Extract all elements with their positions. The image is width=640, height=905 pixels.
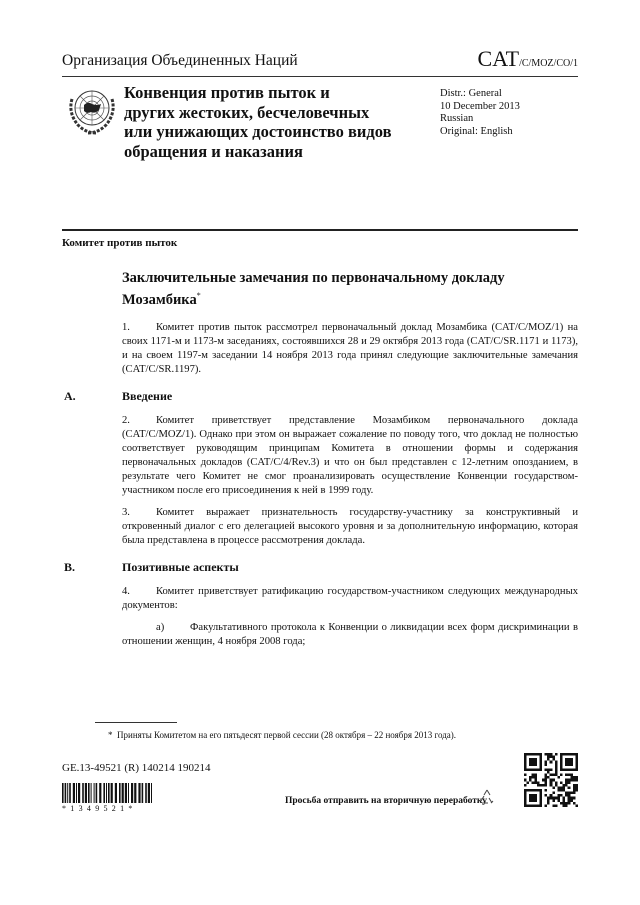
- distribution: Distr.: General: [440, 88, 502, 99]
- qr-module: [560, 774, 563, 777]
- qr-module: [563, 799, 566, 802]
- qr-module: [529, 776, 532, 779]
- qr-module: [573, 792, 576, 795]
- barcode-bar: [94, 783, 95, 803]
- qr-module: [565, 804, 568, 807]
- qr-module: [568, 802, 571, 805]
- barcode-bar: [65, 783, 67, 803]
- qr-module: [557, 794, 560, 797]
- title-divider: [62, 229, 578, 231]
- qr-module: [555, 763, 558, 766]
- qr-module: [563, 804, 566, 807]
- qr-module: [555, 771, 558, 774]
- qr-module: [568, 774, 571, 777]
- distribution-block: [440, 88, 520, 138]
- qr-module: [542, 784, 545, 787]
- qr-module: [547, 797, 550, 800]
- qr-module: [565, 781, 568, 784]
- paragraph-number: 1.: [122, 321, 130, 333]
- qr-module: [550, 768, 553, 771]
- qr-module: [547, 776, 550, 779]
- qr-module: [570, 779, 573, 782]
- qr-module: [575, 784, 578, 787]
- barcode-bar: [73, 783, 75, 803]
- barcode-bar: [99, 783, 101, 803]
- recycle-icon: [478, 788, 496, 806]
- qr-module: [552, 756, 555, 759]
- organization-name: Организация Объединенных Наций: [62, 52, 298, 69]
- barcode-text: *1349521*: [62, 804, 137, 813]
- qr-module: [547, 756, 550, 759]
- qr-module: [555, 766, 558, 769]
- un-emblem-icon: [64, 81, 120, 137]
- qr-module: [563, 789, 566, 792]
- paragraph-number: 2.: [122, 414, 130, 426]
- qr-module: [568, 792, 571, 795]
- symbol-main: CAT: [477, 46, 520, 71]
- qr-module: [545, 781, 548, 784]
- barcode-bar: [85, 783, 87, 803]
- qr-module: [552, 786, 555, 789]
- qr-module: [529, 758, 537, 766]
- qr-module: [570, 776, 573, 779]
- section-title: Введение: [122, 388, 173, 403]
- title-line: или унижающих достоинство видов: [124, 122, 392, 141]
- qr-module: [532, 781, 535, 784]
- qr-module: [537, 781, 540, 784]
- qr-module: [555, 804, 558, 807]
- barcode-bar: [148, 783, 150, 803]
- qr-module: [573, 776, 576, 779]
- section-label: A.: [64, 388, 76, 403]
- barcode-bar: [103, 783, 105, 803]
- qr-module: [573, 789, 576, 792]
- paragraph-text: Комитет приветствует представление Мозамбиком первоначального доклада (CAT/C/MOZ/1). Однако при этом он выражает сожаление по поводу того, что доклад не полностью соответствует руководящим принципам Комитета в отношении формы и содержания первоначальных докладов (CAT/C/4/Rev.3) и что он был представлен с 12-летним опозданием, в результате чего Комитет не смог проанализировать осуществление Конвенции государством-участником после его присоединения к ней в 1999 году.: [122, 414, 578, 496]
- qr-module: [557, 789, 560, 792]
- barcode-bar: [82, 783, 84, 803]
- barcode-bar: [67, 783, 68, 803]
- subparagraph-a: [122, 621, 578, 649]
- qr-module: [565, 758, 573, 766]
- qr-module: [568, 779, 571, 782]
- qr-module: [573, 802, 576, 805]
- section-b-heading: [64, 560, 578, 575]
- qr-module: [555, 797, 558, 800]
- footnote-mark: *: [196, 291, 201, 300]
- heading-text: Заключительные замечания по первоначальному докладу Мозамбика: [122, 270, 505, 308]
- qr-module: [573, 779, 576, 782]
- convention-title: [124, 83, 432, 161]
- qr-module: [550, 797, 553, 800]
- paragraph-text: Комитет против пыток рассмотрел первоначальный доклад Мозамбика (CAT/C/MOZ/1) на своих 1171-м и 1173-м заседаниях, состоявшихся 28 и 29 октября 2013 года (CAT/C/SR.1171 и 1173), и на своем 1197-м заседании 14 ноября 2013 года принял следующие заключительные замечания (CAT/C/SR.1197).: [122, 321, 578, 375]
- qr-module: [573, 784, 576, 787]
- qr-module: [550, 753, 553, 756]
- section-label: B.: [64, 559, 76, 574]
- barcode-bar: [122, 783, 124, 803]
- document-body: [62, 270, 578, 657]
- committee-name: Комитет против пыток: [62, 237, 178, 249]
- qr-module: [547, 802, 550, 805]
- barcode-bar: [91, 783, 92, 803]
- qr-module: [570, 774, 573, 777]
- qr-module: [555, 768, 558, 771]
- title-line: обращения и наказания: [124, 141, 303, 161]
- paragraph-1: [122, 321, 578, 377]
- barcode-bar: [106, 783, 107, 803]
- qr-module: [565, 779, 568, 782]
- paragraph-number: 4.: [122, 585, 130, 597]
- qr-module: [565, 774, 568, 777]
- qr-module: [552, 804, 555, 807]
- qr-module: [527, 781, 530, 784]
- footnote-text: Приняты Комитетом на его пятьдесят первой сессии (28 октября – 22 ноября 2013 года).: [117, 730, 457, 740]
- barcode-bar: [108, 783, 110, 803]
- qr-module: [552, 799, 555, 802]
- paragraph-4: [122, 585, 578, 613]
- qr-module: [552, 797, 555, 800]
- qr-module: [550, 794, 553, 797]
- qr-module: [537, 784, 540, 787]
- qr-module: [552, 779, 555, 782]
- paragraph-text: Факультативного протокола к Конвенции о ликвидации всех форм дискриминации в отношении женщин, 4 ноября 2008 года;: [122, 621, 578, 647]
- qr-module: [565, 802, 568, 805]
- qr-module: [565, 792, 568, 795]
- qr-module: [532, 776, 535, 779]
- qr-module: [545, 784, 548, 787]
- barcode-bar: [111, 783, 113, 803]
- job-number: GE.13-49521 (R) 140214 190214: [62, 762, 211, 774]
- qr-module: [545, 794, 548, 797]
- barcode-bar: [88, 783, 90, 803]
- document-symbol: [478, 46, 578, 72]
- barcode-bar: [134, 783, 136, 803]
- paragraph-text: Комитет приветствует ратификацию государством-участником следующих международных документов:: [122, 585, 578, 611]
- qr-module: [575, 779, 578, 782]
- qr-module: [545, 804, 548, 807]
- qr-module: [534, 776, 537, 779]
- barcode-bar: [138, 783, 140, 803]
- qr-module: [575, 786, 578, 789]
- qr-module: [560, 789, 563, 792]
- qr-module: [550, 756, 553, 759]
- qr-module: [563, 802, 566, 805]
- qr-module: [570, 799, 573, 802]
- original-language: Original: English: [440, 125, 513, 137]
- qr-module: [534, 774, 537, 777]
- qr-module: [563, 786, 566, 789]
- barcode-bar: [119, 783, 121, 803]
- qr-module: [550, 781, 553, 784]
- qr-module: [568, 781, 571, 784]
- qr-module: [550, 774, 553, 777]
- qr-module: [545, 761, 548, 764]
- language: Russian: [440, 113, 474, 124]
- qr-module: [545, 763, 548, 766]
- recycle-notice: Просьба отправить на вторичную переработку: [285, 796, 487, 806]
- title-line: других жестоких, бесчеловечных: [124, 102, 370, 122]
- qr-module: [565, 784, 568, 787]
- qr-module: [552, 792, 555, 795]
- qr-module: [529, 794, 537, 802]
- qr-module: [555, 784, 558, 787]
- qr-module: [550, 761, 553, 764]
- qr-module: [573, 786, 576, 789]
- qr-module: [524, 784, 527, 787]
- qr-module: [557, 776, 560, 779]
- barcode-bar: [125, 783, 127, 803]
- qr-module: [555, 761, 558, 764]
- qr-module: [550, 779, 553, 782]
- qr-module: [545, 776, 548, 779]
- qr-module: [545, 774, 548, 777]
- qr-module: [557, 797, 560, 800]
- qr-code: [524, 752, 578, 808]
- qr-module: [532, 774, 535, 777]
- footnote: [108, 729, 478, 741]
- qr-module: [565, 794, 568, 797]
- qr-module: [568, 799, 571, 802]
- barcode-bar: [128, 783, 129, 803]
- paragraph-3: [122, 506, 578, 548]
- qr-module: [568, 786, 571, 789]
- barcode-bar: [96, 783, 98, 803]
- header-divider: [62, 76, 578, 77]
- qr-module: [552, 774, 555, 777]
- qr-module: [545, 753, 548, 756]
- qr-module: [568, 794, 571, 797]
- qr-module: [568, 797, 571, 800]
- qr-module: [560, 786, 563, 789]
- qr-module: [547, 768, 550, 771]
- barcode-bar: [76, 783, 77, 803]
- qr-module: [545, 768, 548, 771]
- qr-module: [542, 779, 545, 782]
- qr-module: [529, 779, 532, 782]
- barcode-bar: [142, 783, 144, 803]
- section-title: Позитивные аспекты: [122, 559, 239, 574]
- qr-module: [557, 786, 560, 789]
- qr-module: [563, 784, 566, 787]
- barcode-bar: [131, 783, 133, 803]
- section-a-heading: [64, 389, 578, 404]
- qr-module: [552, 758, 555, 761]
- qr-module: [534, 779, 537, 782]
- qr-module: [557, 799, 560, 802]
- qr-module: [547, 771, 550, 774]
- barcode-bar: [78, 783, 80, 803]
- qr-module: [545, 789, 548, 792]
- footnote-divider: [95, 722, 177, 723]
- paragraph-number: a): [156, 621, 165, 633]
- qr-module: [560, 781, 563, 784]
- qr-module: [550, 784, 553, 787]
- barcode-bar: [145, 783, 147, 803]
- qr-module: [563, 797, 566, 800]
- paragraph-text: Комитет выражает признательность государству-участнику за конструктивный и откровенный диалог с его делегацией высокого уровня и за дополнительную информацию, которая была представлена в процессе рассмотрения доклада.: [122, 506, 578, 546]
- qr-module: [555, 781, 558, 784]
- barcode-bar: [69, 783, 71, 803]
- qr-module: [547, 758, 550, 761]
- qr-module: [570, 797, 573, 800]
- barcode: [62, 783, 152, 803]
- symbol-suffix: /C/MOZ/CO/1: [519, 58, 578, 69]
- paragraph-2: [122, 414, 578, 498]
- footnote-mark: *: [108, 730, 113, 740]
- qr-module: [547, 799, 550, 802]
- qr-module: [555, 774, 558, 777]
- barcode-bar: [62, 783, 64, 803]
- qr-module: [575, 776, 578, 779]
- paragraph-number: 3.: [122, 506, 130, 518]
- document-heading: [122, 270, 578, 309]
- qr-module: [560, 802, 563, 805]
- barcode-bar: [151, 783, 152, 803]
- title-line: Конвенция против пыток и: [124, 83, 330, 102]
- qr-module: [575, 804, 578, 807]
- qr-module: [547, 753, 550, 756]
- barcode-bar: [115, 783, 117, 803]
- qr-module: [524, 774, 527, 777]
- qr-module: [570, 792, 573, 795]
- date: 10 December 2013: [440, 100, 520, 112]
- qr-module: [575, 789, 578, 792]
- qr-module: [545, 779, 548, 782]
- qr-module: [524, 779, 527, 782]
- qr-module: [555, 753, 558, 756]
- qr-module: [539, 784, 542, 787]
- qr-module: [573, 797, 576, 800]
- qr-module: [560, 794, 563, 797]
- qr-module: [534, 781, 537, 784]
